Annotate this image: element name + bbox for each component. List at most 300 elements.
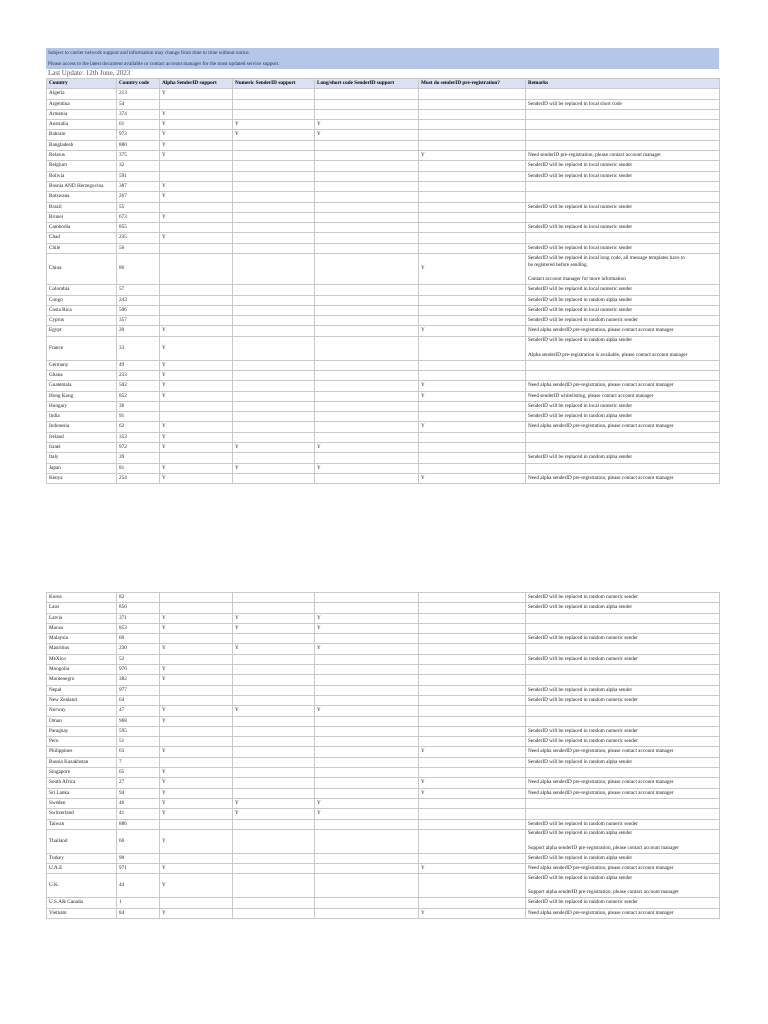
cell-numeric [233, 829, 315, 853]
cell-prereg [419, 463, 526, 473]
cell-prereg: Y [419, 473, 526, 483]
cell-prereg [419, 665, 526, 675]
cell-long-short [315, 151, 419, 161]
cell-long-short [315, 453, 419, 463]
cell-prereg [419, 695, 526, 705]
cell-country-code: 41 [117, 809, 160, 819]
cell-remarks: SenderID will be replaced in random numeric sender [526, 593, 720, 603]
cell-prereg [419, 874, 526, 898]
cell-country: Malaysia [47, 634, 117, 644]
cell-country-code: 49 [117, 360, 160, 370]
cell-long-short [315, 603, 419, 613]
cell-country-code: 387 [117, 181, 160, 191]
cell-remarks: Need alpha senderID pre-registration, please contact account manager [526, 864, 720, 874]
table-row [47, 181, 720, 191]
cell-country: Montenegro [47, 675, 117, 685]
table-row [47, 370, 720, 380]
cell-prereg [419, 212, 526, 222]
cell-prereg: Y [419, 422, 526, 432]
cell-country-code: 976 [117, 665, 160, 675]
cell-numeric [233, 412, 315, 422]
cell-prereg [419, 685, 526, 695]
cell-country-code: 267 [117, 192, 160, 202]
cell-remarks: SenderID will be replaced in random numeric sender [526, 726, 720, 736]
cell-numeric [233, 223, 315, 233]
cell-long-short [315, 778, 419, 788]
table-row [47, 99, 720, 109]
cell-country-code: 56 [117, 243, 160, 253]
cell-remarks: SenderID will be replaced in random numeric sender [526, 898, 720, 908]
table-row [47, 212, 720, 222]
cell-country: France [47, 336, 117, 360]
cell-country: Costa Rica [47, 305, 117, 315]
table-row [47, 726, 720, 736]
cell-country: Turkey [47, 853, 117, 863]
cell-numeric [233, 898, 315, 908]
table-row [47, 613, 720, 623]
cell-remarks: SenderID will be replaced in random numeric sender [526, 654, 720, 664]
cell-alpha: Y [160, 181, 233, 191]
cell-alpha [160, 898, 233, 908]
cell-alpha [160, 171, 233, 181]
cell-prereg [419, 99, 526, 109]
cell-numeric [233, 316, 315, 326]
cell-long-short [315, 305, 419, 315]
cell-remarks: Need alpha senderID pre-registration, please contact account manager [526, 747, 720, 757]
cell-remarks [526, 798, 720, 808]
cell-remarks [526, 233, 720, 243]
cell-numeric [233, 360, 315, 370]
cell-alpha: Y [160, 130, 233, 140]
cell-numeric: Y [233, 644, 315, 654]
cell-remarks: SenderID will be replaced in random alpha sender [526, 295, 720, 305]
table-row [47, 593, 720, 603]
cell-long-short [315, 768, 419, 778]
cell-remarks: SenderID will be replaced in local numeric sender [526, 305, 720, 315]
cell-prereg [419, 161, 526, 171]
cell-prereg [419, 305, 526, 315]
table-row [47, 151, 720, 161]
cell-numeric: Y [233, 798, 315, 808]
cell-country-code: 82 [117, 593, 160, 603]
cell-country: Belarus [47, 151, 117, 161]
table-row [47, 778, 720, 788]
cell-alpha: Y [160, 768, 233, 778]
cell-long-short [315, 665, 419, 675]
cell-long-short [315, 326, 419, 336]
cell-numeric [233, 336, 315, 360]
cell-numeric [233, 432, 315, 442]
table-row [47, 326, 720, 336]
cell-country: Bosnia AND Herzegovina [47, 181, 117, 191]
cell-alpha [160, 295, 233, 305]
cell-alpha: Y [160, 212, 233, 222]
cell-country: Bangladesh [47, 140, 117, 150]
cell-country: Chad [47, 233, 117, 243]
cell-long-short: Y [315, 120, 419, 130]
cell-prereg: Y [419, 254, 526, 285]
cell-country-code: 235 [117, 233, 160, 243]
cell-remarks: Need alpha senderID pre-registration, please contact account manager [526, 381, 720, 391]
cell-country-code: 375 [117, 151, 160, 161]
cell-country-code: 230 [117, 644, 160, 654]
cell-alpha: Y [160, 778, 233, 788]
cell-numeric [233, 243, 315, 253]
table-row [47, 109, 720, 119]
cell-prereg [419, 233, 526, 243]
cell-numeric [233, 305, 315, 315]
cell-alpha [160, 254, 233, 285]
cell-long-short [315, 212, 419, 222]
table-row [47, 285, 720, 295]
cell-prereg [419, 726, 526, 736]
cell-country-code: 1 [117, 898, 160, 908]
cell-alpha [160, 453, 233, 463]
cell-country: Colombia [47, 285, 117, 295]
senderid-table-page-1 [46, 78, 720, 484]
cell-numeric [233, 212, 315, 222]
cell-country-code: 856 [117, 603, 160, 613]
cell-country: South Africa [47, 778, 117, 788]
table-row [47, 908, 720, 918]
cell-country: Switzerland [47, 809, 117, 819]
cell-numeric [233, 422, 315, 432]
cell-numeric [233, 716, 315, 726]
cell-long-short [315, 401, 419, 411]
table-row [47, 233, 720, 243]
cell-country-code: 27 [117, 778, 160, 788]
table-row [47, 381, 720, 391]
cell-long-short [315, 898, 419, 908]
cell-country: Nepal [47, 685, 117, 695]
header-alpha: Alpha SenderID support [160, 79, 233, 89]
cell-prereg: Y [419, 381, 526, 391]
cell-alpha [160, 243, 233, 253]
cell-remarks: SenderID will be replaced in random alpha sender [526, 453, 720, 463]
notice-line: Please access to the latest document available or contact account manager for the most updated service support. [48, 60, 280, 67]
cell-alpha: Y [160, 151, 233, 161]
cell-country: Thailand [47, 829, 117, 853]
header-numeric: Numeric SenderID support [233, 79, 315, 89]
cell-remarks: SenderID will be replaced in local numeric sender [526, 401, 720, 411]
cell-long-short: Y [315, 644, 419, 654]
table-row [47, 685, 720, 695]
cell-country: Philippines [47, 747, 117, 757]
cell-remarks [526, 130, 720, 140]
cell-country-code: 57 [117, 285, 160, 295]
cell-prereg [419, 716, 526, 726]
cell-country-code: 886 [117, 819, 160, 829]
cell-alpha: Y [160, 665, 233, 675]
cell-numeric [233, 192, 315, 202]
cell-alpha [160, 726, 233, 736]
cell-alpha: Y [160, 864, 233, 874]
cell-remarks: SenderID will be replaced in random alpha sender [526, 853, 720, 863]
cell-remarks [526, 809, 720, 819]
cell-prereg [419, 336, 526, 360]
cell-country: Brazil [47, 202, 117, 212]
cell-alpha [160, 202, 233, 212]
table-row [47, 192, 720, 202]
cell-remarks [526, 706, 720, 716]
cell-prereg [419, 89, 526, 99]
cell-remarks [526, 89, 720, 99]
cell-alpha: Y [160, 381, 233, 391]
cell-numeric [233, 685, 315, 695]
cell-long-short: Y [315, 613, 419, 623]
cell-country-code: 968 [117, 716, 160, 726]
last-update: Last Update: 12th June, 2023 [48, 69, 131, 77]
cell-prereg [419, 120, 526, 130]
cell-country-code: 357 [117, 316, 160, 326]
cell-alpha [160, 316, 233, 326]
cell-prereg: Y [419, 747, 526, 757]
cell-numeric [233, 99, 315, 109]
cell-country-code: 853 [117, 623, 160, 633]
cell-long-short [315, 391, 419, 401]
cell-country-code: 852 [117, 391, 160, 401]
cell-long-short [315, 695, 419, 705]
cell-country: Bahrain [47, 130, 117, 140]
cell-country: Egypt [47, 326, 117, 336]
table-row [47, 874, 720, 898]
cell-numeric [233, 89, 315, 99]
cell-country: Russia Kazakhstan [47, 757, 117, 767]
cell-remarks: Need alpha senderID pre-registration, please contact account manager [526, 326, 720, 336]
cell-numeric [233, 819, 315, 829]
cell-long-short [315, 737, 419, 747]
cell-prereg [419, 675, 526, 685]
cell-alpha [160, 401, 233, 411]
cell-prereg: Y [419, 864, 526, 874]
table-row [47, 171, 720, 181]
cell-numeric [233, 675, 315, 685]
cell-alpha: Y [160, 391, 233, 401]
header-country-code: Country code [117, 79, 160, 89]
cell-alpha: Y [160, 336, 233, 360]
cell-alpha: Y [160, 120, 233, 130]
table-row [47, 768, 720, 778]
cell-numeric: Y [233, 442, 315, 452]
table-row [47, 809, 720, 819]
table-row [47, 305, 720, 315]
cell-country: U.K. [47, 874, 117, 898]
cell-country: Peru [47, 737, 117, 747]
cell-alpha [160, 853, 233, 863]
cell-alpha [160, 223, 233, 233]
cell-country: Germany [47, 360, 117, 370]
table-row [47, 453, 720, 463]
cell-prereg [419, 853, 526, 863]
cell-country: Armenia [47, 109, 117, 119]
cell-country-code: 47 [117, 706, 160, 716]
cell-remarks [526, 212, 720, 222]
table-row [47, 898, 720, 908]
cell-prereg [419, 432, 526, 442]
cell-country: China [47, 254, 117, 285]
cell-country-code: 213 [117, 89, 160, 99]
cell-numeric: Y [233, 706, 315, 716]
cell-country: Israel [47, 442, 117, 452]
cell-numeric [233, 768, 315, 778]
table-row [47, 432, 720, 442]
cell-country: Mongolia [47, 665, 117, 675]
cell-long-short [315, 788, 419, 798]
table-row [47, 695, 720, 705]
cell-remarks [526, 109, 720, 119]
cell-country-code: 84 [117, 908, 160, 918]
cell-long-short [315, 819, 419, 829]
table-row [47, 89, 720, 99]
cell-alpha [160, 685, 233, 695]
table-row [47, 853, 720, 863]
cell-country-code: 595 [117, 726, 160, 736]
cell-country-code: 66 [117, 829, 160, 853]
cell-numeric [233, 864, 315, 874]
cell-numeric [233, 908, 315, 918]
cell-country-code: 32 [117, 161, 160, 171]
cell-alpha [160, 634, 233, 644]
cell-country-code: 243 [117, 295, 160, 305]
cell-long-short [315, 336, 419, 360]
cell-numeric [233, 665, 315, 675]
cell-long-short [315, 171, 419, 181]
cell-country-code: 51 [117, 737, 160, 747]
cell-alpha: Y [160, 360, 233, 370]
cell-numeric [233, 603, 315, 613]
cell-numeric [233, 109, 315, 119]
header-long-short: Long/short code SenderID support [315, 79, 419, 89]
cell-remarks [526, 181, 720, 191]
cell-long-short [315, 654, 419, 664]
table-row [47, 360, 720, 370]
cell-country: New Zealand [47, 695, 117, 705]
cell-numeric [233, 295, 315, 305]
table-row [47, 401, 720, 411]
cell-country: Cyprus [47, 316, 117, 326]
cell-remarks: SenderID will be replaced in random alpha sender Alpha senderID pre-registration is available, please contact account manager [526, 336, 720, 360]
header-remarks: Remarks [526, 79, 720, 89]
cell-long-short [315, 473, 419, 483]
cell-numeric: Y [233, 463, 315, 473]
cell-long-short [315, 192, 419, 202]
cell-remarks [526, 370, 720, 380]
cell-prereg [419, 243, 526, 253]
cell-country: Kenya [47, 473, 117, 483]
cell-numeric: Y [233, 130, 315, 140]
cell-remarks: SenderID will be replaced in local long code, all message templates have to be registered before sending. Contact account manager for more information [526, 254, 720, 285]
cell-long-short [315, 908, 419, 918]
cell-remarks [526, 120, 720, 130]
table-row [47, 829, 720, 853]
cell-alpha [160, 757, 233, 767]
cell-prereg [419, 829, 526, 853]
table-row [47, 623, 720, 633]
cell-numeric [233, 726, 315, 736]
cell-prereg [419, 370, 526, 380]
cell-alpha [160, 819, 233, 829]
cell-prereg [419, 809, 526, 819]
cell-country-code: 65 [117, 768, 160, 778]
cell-numeric [233, 788, 315, 798]
cell-alpha [160, 654, 233, 664]
table-row [47, 336, 720, 360]
cell-long-short: Y [315, 706, 419, 716]
cell-long-short [315, 233, 419, 243]
cell-alpha: Y [160, 442, 233, 452]
cell-remarks: SenderID will be replaced in local numeric sender [526, 223, 720, 233]
cell-long-short: Y [315, 623, 419, 633]
table-row [47, 161, 720, 171]
cell-prereg: Y [419, 151, 526, 161]
cell-prereg: Y [419, 391, 526, 401]
cell-long-short: Y [315, 130, 419, 140]
cell-country-code: 61 [117, 120, 160, 130]
table-row [47, 665, 720, 675]
cell-long-short: Y [315, 809, 419, 819]
cell-country-code: 36 [117, 401, 160, 411]
cell-long-short [315, 829, 419, 853]
cell-alpha: Y [160, 716, 233, 726]
cell-country: Australia [47, 120, 117, 130]
cell-country: Vietnam [47, 908, 117, 918]
table-row [47, 463, 720, 473]
cell-country-code: 46 [117, 798, 160, 808]
cell-alpha: Y [160, 233, 233, 243]
cell-country-code: 63 [117, 747, 160, 757]
cell-remarks: Need alpha senderID pre-registration, please contact account manager [526, 473, 720, 483]
cell-country: MeXico [47, 654, 117, 664]
cell-alpha: Y [160, 747, 233, 757]
cell-remarks [526, 623, 720, 633]
cell-numeric: Y [233, 613, 315, 623]
cell-remarks: SenderID will be replaced in local numeric sender [526, 161, 720, 171]
cell-country-code: 880 [117, 140, 160, 150]
cell-country: U.S.A& Canada [47, 898, 117, 908]
cell-country: Argentina [47, 99, 117, 109]
cell-country-code: 973 [117, 130, 160, 140]
cell-long-short [315, 295, 419, 305]
cell-country-code: 977 [117, 685, 160, 695]
cell-remarks: Need alpha senderID pre-registration, please contact account manager [526, 778, 720, 788]
table-row [47, 706, 720, 716]
cell-country: Sri Lanka [47, 788, 117, 798]
table-row [47, 202, 720, 212]
cell-remarks: SenderID will be replaced in random numeric sender [526, 695, 720, 705]
cell-prereg: Y [419, 788, 526, 798]
cell-remarks: SenderID will be replaced in random numeric sender [526, 316, 720, 326]
cell-alpha [160, 161, 233, 171]
cell-country-code: 91 [117, 412, 160, 422]
cell-remarks: SenderID will be replaced in local numeric sender [526, 171, 720, 181]
cell-country-code: 33 [117, 336, 160, 360]
cell-remarks: SenderID will be replaced in random alpha sender [526, 603, 720, 613]
cell-prereg [419, 295, 526, 305]
cell-prereg [419, 192, 526, 202]
cell-country: Oman [47, 716, 117, 726]
cell-country-code: 54 [117, 99, 160, 109]
table-row [47, 223, 720, 233]
cell-prereg [419, 202, 526, 212]
cell-prereg [419, 453, 526, 463]
cell-prereg [419, 223, 526, 233]
cell-country: Hungary [47, 401, 117, 411]
table-row [47, 747, 720, 757]
header-row [47, 79, 720, 89]
cell-long-short [315, 316, 419, 326]
cell-country: Congo [47, 295, 117, 305]
cell-remarks: Need senderID whitelisting, please contact account manager [526, 391, 720, 401]
